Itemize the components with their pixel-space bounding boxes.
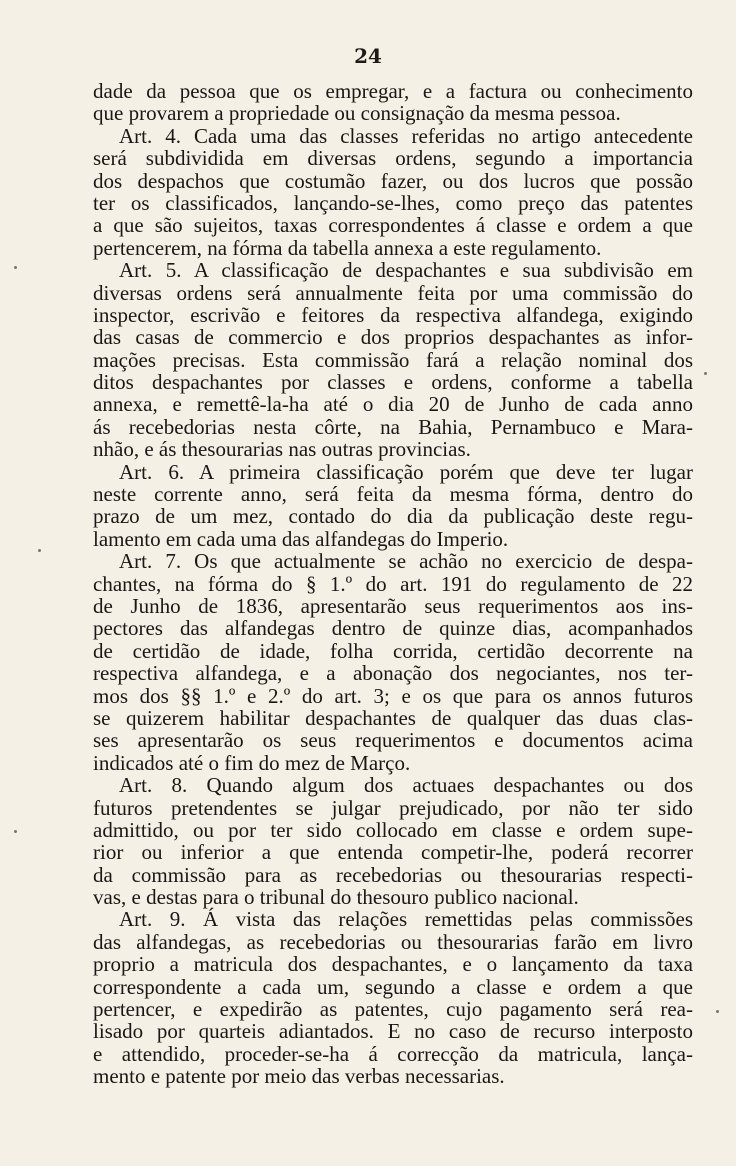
text-line: inspector, escrivão e feitores da respectiva alfandega, exigindo	[93, 302, 693, 327]
text-line: nhão, e ás thesourarias nas outras provincias.	[93, 437, 471, 462]
text-line: das alfandegas, as recebedorias ou thesourarias farão em livro	[93, 929, 693, 954]
text-line: diversas ordens será annualmente feita por uma commissão do	[93, 280, 693, 305]
text-line: e attendido, proceder-se-ha á correcção da matricula, lança-	[93, 1041, 693, 1066]
text-line: Art. 9. Á vista das relações remettidas pelas commissões	[119, 907, 693, 932]
text-line: lamento em cada uma das alfandegas do Imperio.	[93, 526, 509, 551]
text-line: neste corrente anno, será feita da mesma fórma, dentro do	[93, 482, 693, 507]
text-line: a que são sujeitos, taxas correspondentes á classe e ordem a que	[93, 213, 693, 238]
scan-speck	[704, 372, 707, 375]
scan-speck	[14, 266, 17, 269]
text-line: proprio a matricula dos despachantes, e o lançamento da taxa	[93, 952, 693, 977]
text-line: ás recebedorias nesta côrte, na Bahia, Pernambuco e Mara-	[93, 414, 693, 439]
page-number: 24	[354, 44, 382, 68]
text-line: mos dos §§ 1.º e 2.º do art. 3; e os que para os annos futuros	[93, 683, 693, 708]
text-line: pectores das alfandegas dentro de quinze dias, acompanhados	[93, 616, 693, 641]
text-line: ses apresentarão os seus requerimentos e documentos acima	[93, 728, 693, 753]
paragraph	[93, 550, 693, 774]
text-line: ditos despachantes por classes e ordens, conforme a tabella	[93, 370, 693, 395]
paragraph	[93, 259, 693, 461]
text-line: lisado por quarteis adiantados. E no caso de recurso interposto	[93, 1019, 693, 1044]
text-line: pertencer, e expedirão as patentes, cujo pagamento será rea-	[93, 997, 693, 1022]
text-line: prazo de um mez, contado do dia da publicação deste regu-	[93, 504, 693, 529]
text-line: pertencerem, na fórma da tabella annexa a este regulamento.	[93, 235, 602, 260]
text-line: Art. 6. A primeira classificação porém que deve ter lugar	[119, 459, 693, 484]
text-line: da commissão para as recebedorias ou thesourarias respecti-	[93, 862, 693, 887]
text-line: de certidão de idade, folha corrida, certidão decorrente na	[93, 638, 693, 663]
text-line: das casas de commercio e dos proprios despachantes as infor-	[93, 325, 693, 350]
paragraph	[93, 774, 693, 908]
paragraph	[93, 80, 693, 125]
text-line: de Junho de 1836, apresentarão seus requerimentos aos ins-	[93, 593, 693, 618]
text-line: respectiva alfandega, e a abonação dos negociantes, nos ter-	[93, 661, 693, 686]
scan-speck	[38, 549, 41, 552]
text-line: mento e patente por meio das verbas necessarias.	[93, 1064, 505, 1089]
text-line: vas, e destas para o tribunal do thesouro publico nacional.	[93, 885, 579, 910]
text-line: Art. 7. Os que actualmente se achão no exercicio de despa-	[119, 549, 693, 574]
text-line: mações precisas. Esta commissão fará a relação nominal dos	[93, 347, 693, 372]
text-line: rior ou inferior a que entenda competir-lhe, poderá recorrer	[93, 840, 693, 865]
text-line: que provarem a propriedade ou consignação da mesma pessoa.	[93, 101, 621, 126]
text-line: será subdividida em diversas ordens, segundo a importancia	[93, 146, 693, 171]
scan-speck	[716, 1010, 719, 1013]
paragraph	[93, 461, 693, 551]
text-line: Art. 4. Cada uma das classes referidas no artigo antecedente	[119, 123, 693, 148]
scan-speck	[14, 830, 17, 833]
body-text	[93, 80, 693, 1088]
text-line: correspondente a cada um, segundo a classe e ordem a que	[93, 974, 693, 999]
text-line: se quizerem habilitar despachantes de qualquer das duas clas-	[93, 705, 693, 730]
text-line: dos despachos que costumão fazer, ou dos lucros que possão	[93, 168, 693, 193]
text-line: Art. 8. Quando algum dos actuaes despachantes ou dos	[119, 773, 693, 798]
paragraph	[93, 908, 693, 1087]
paragraph	[93, 125, 693, 259]
text-line: futuros pretendentes se julgar prejudicado, por não ter sido	[93, 795, 693, 820]
text-line: indicados até o fim do mez de Março.	[93, 750, 411, 775]
text-line: dade da pessoa que os empregar, e a factura ou conhecimento	[93, 79, 693, 103]
text-line: admittido, ou por ter sido collocado em classe e ordem supe-	[93, 817, 693, 842]
text-line: Art. 5. A classificação de despachantes e sua subdivisão em	[119, 258, 693, 283]
text-line: annexa, e remettê-la-ha até o dia 20 de Junho de cada anno	[93, 392, 693, 417]
text-line: chantes, na fórma do § 1.º do art. 191 do regulamento de 22	[93, 571, 693, 596]
text-line: ter os classificados, lançando-se-lhes, como preço das patentes	[93, 190, 693, 215]
